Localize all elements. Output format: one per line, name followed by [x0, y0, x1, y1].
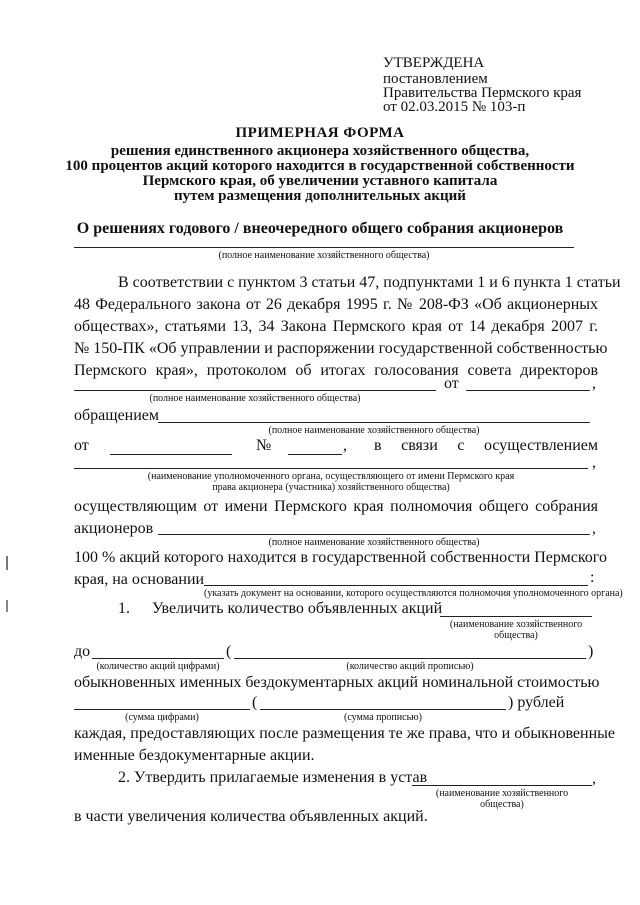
appeal-label: обращением — [74, 407, 160, 424]
number-field[interactable] — [288, 454, 342, 455]
paragraph-line: осуществляющим от имени Пермского края полномочия общего собрания — [74, 498, 598, 515]
shares-quantity-words-field[interactable] — [234, 658, 586, 659]
paragraph-line: Пермского края», протоколом об итогах голосования совета директоров — [74, 362, 598, 379]
paragraph-line: акционеров — [74, 520, 154, 537]
paren-open: ( — [226, 643, 232, 660]
company-name-caption: (наименование хозяйственного — [449, 619, 583, 630]
company-name-field[interactable] — [158, 422, 590, 423]
sum-digits-caption: (сумма цифрами) — [125, 712, 199, 723]
comma: , — [592, 375, 596, 392]
authority-caption: (наименование уполномоченного органа, осуществляющего от имени Пермского края — [147, 471, 515, 482]
form-subtitle: 100 процентов акций которого находится в государственной собственности — [65, 158, 575, 174]
final-line: в части увеличения количества объявленных акций. — [74, 808, 428, 825]
date-field[interactable] — [110, 454, 232, 455]
item-1-text: Увеличить количество объявленных акций — [152, 600, 443, 617]
company-name-field[interactable] — [412, 785, 592, 786]
qty-digits-caption: (количество акций цифрами) — [96, 661, 220, 672]
company-name-caption: (полное наименование хозяйственного общества) — [268, 425, 480, 436]
number-sign: № — [256, 437, 272, 454]
sum-digits-field[interactable] — [74, 709, 250, 710]
basis-document-field[interactable] — [204, 585, 588, 586]
paren-open: ( — [252, 694, 258, 711]
approval-heading: УТВЕРЖДЕНА — [383, 55, 485, 71]
decision-subject: О решениях годового / внеочередного общего собрания акционеров — [76, 220, 564, 237]
comma: , — [592, 520, 596, 537]
approval-line: постановлением — [383, 71, 488, 87]
authority-caption: права акционера (участника) хозяйственного общества) — [212, 482, 450, 493]
paragraph-line: 48 Федерального закона от 26 декабря 1995 г. № 208-ФЗ «Об акционерных — [74, 296, 598, 313]
company-name-field[interactable] — [74, 390, 436, 391]
from-label: от — [444, 375, 459, 392]
colon: : — [590, 569, 595, 586]
form-subtitle: решения единственного акционера хозяйственного общества, — [110, 143, 530, 159]
item-number: 1. — [118, 600, 130, 617]
comma: , — [592, 770, 596, 787]
approval-line: Правительства Пермского края — [383, 85, 582, 101]
paragraph-line: обществах», статьями 13, 34 Закона Пермского края от 14 декабря 2007 г. — [74, 318, 598, 335]
in-connection-text: в связи с осуществлением — [374, 437, 598, 454]
basis-document-caption: (указать документ на основании, которого осуществляются полномочия уполномоченного органа) — [204, 588, 623, 599]
comma: , — [343, 437, 347, 454]
basis-label: края, на основании — [74, 571, 205, 588]
company-name-caption: общества) — [480, 799, 524, 810]
company-name-caption: общества) — [494, 630, 538, 641]
form-title: ПРИМЕРНАЯ ФОРМА — [235, 125, 405, 141]
paragraph-line: № 150-ПК «Об управлении и распоряжении государственной собственностью — [74, 340, 608, 357]
paragraph-line: В соответствии с пунктом 3 статьи 47, подпунктами 1 и 6 пункта 1 статьи — [118, 274, 621, 291]
company-name-field[interactable] — [440, 616, 592, 617]
paragraph-line: именные бездокументарные акции. — [74, 747, 315, 764]
paragraph-line: каждая, предоставляющих после размещения те же права, что и обыкновенные — [74, 725, 615, 742]
from-label: от — [74, 437, 89, 454]
comma: , — [592, 454, 596, 471]
authority-field[interactable] — [74, 468, 588, 469]
scan-artifact — [5, 556, 8, 570]
company-name-caption: (полное наименование хозяйственного общества) — [149, 393, 361, 404]
up-to-label: до — [74, 643, 91, 660]
shares-quantity-digits-field[interactable] — [92, 658, 224, 659]
company-name-field[interactable] — [158, 534, 590, 535]
company-name-field[interactable] — [74, 247, 574, 248]
form-subtitle: Пермского края, об увеличении уставного капитала — [142, 173, 498, 189]
date-field[interactable] — [466, 390, 590, 391]
company-name-caption: (наименование хозяйственного — [435, 788, 569, 799]
scan-artifact — [5, 600, 8, 612]
qty-words-caption: (количество акций прописью) — [346, 661, 474, 672]
rubles-label: ) рублей — [508, 694, 565, 711]
company-name-caption: (полное наименование хозяйственного общества) — [268, 537, 480, 548]
paragraph-line: 100 % акций которого находится в государственной собственности Пермского — [74, 549, 607, 566]
paren-close: ) — [588, 643, 594, 660]
approval-date: от 02.03.2015 № 103-п — [383, 99, 526, 115]
company-name-caption: (полное наименование хозяйственного общества) — [218, 250, 430, 261]
sum-words-caption: (сумма прописью) — [344, 712, 422, 723]
item-2-text: 2. Утвердить прилагаемые изменения в устав — [118, 769, 428, 786]
form-subtitle: путем размещения дополнительных акций — [174, 188, 466, 204]
paragraph-line: обыкновенных именных бездокументарных акций номинальной стоимостью — [74, 674, 600, 691]
sum-words-field[interactable] — [260, 709, 506, 710]
